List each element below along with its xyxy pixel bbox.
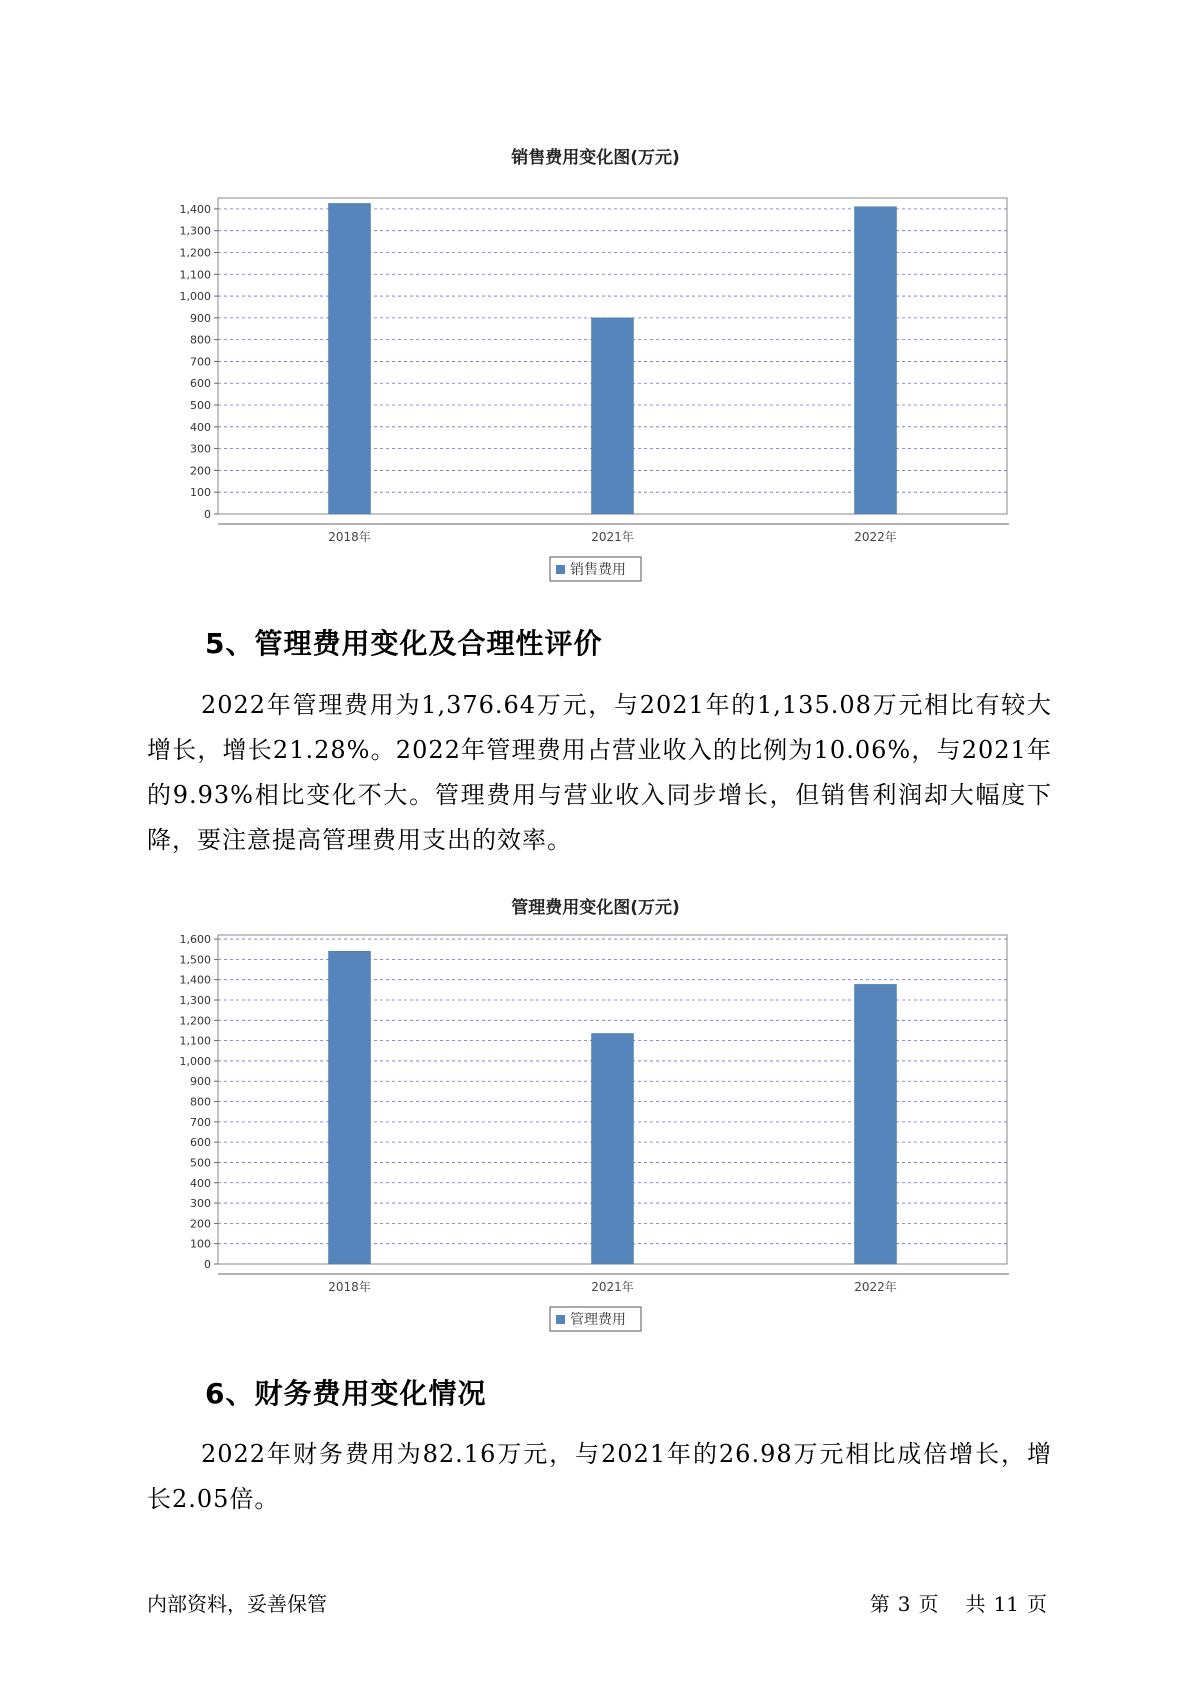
y-tick-label: 500 <box>190 399 211 413</box>
bar <box>592 318 634 514</box>
footer-confidential-note: 内部资料，妥善保管 <box>147 1592 327 1616</box>
y-tick-label: 600 <box>190 377 211 391</box>
y-tick-label: 1,100 <box>179 1034 211 1048</box>
footer-page-number <box>866 1588 1051 1617</box>
bar <box>329 203 371 514</box>
y-tick-label: 400 <box>190 420 211 434</box>
y-tick-label: 1,300 <box>179 224 211 238</box>
section6-paragraph: 2022年财务费用为82.16万元，与2021年的26.98万元相比成倍增长，增长2.05倍。 <box>147 1440 1052 1513</box>
x-tick-label: 2021年 <box>591 1280 634 1294</box>
page-total: 11 <box>993 1592 1019 1616</box>
y-tick-label: 100 <box>190 486 211 500</box>
y-tick-label: 200 <box>190 1217 211 1231</box>
x-tick-label: 2018年 <box>328 530 371 544</box>
page-current: 3 <box>897 1592 911 1616</box>
page-mid: 页 <box>918 1592 939 1616</box>
y-tick-label: 100 <box>190 1237 211 1251</box>
x-tick-label: 2018年 <box>328 1280 371 1294</box>
x-tick-label: 2022年 <box>854 1280 897 1294</box>
y-tick-label: 1,200 <box>179 246 211 260</box>
y-tick-label: 1,400 <box>179 973 211 987</box>
y-tick-label: 1,500 <box>179 953 211 967</box>
section6-heading: 6、财务费用变化情况 <box>205 1377 487 1410</box>
section5-paragraph: 2022年管理费用为1,376.64万元，与2021年的1,135.08万元相比有较大增长，增长21.28%。2022年管理费用占营业收入的比例为10.06%，与2021年的9.93%相比变化不大。管理费用与营业收入同步增长，但销售利润却大幅度下降，要注意提高管理费用支出的效率。 <box>147 691 1052 854</box>
section5-heading: 5、管理费用变化及合理性评价 <box>205 627 603 660</box>
y-tick-label: 500 <box>190 1156 211 1170</box>
legend-swatch <box>556 1315 565 1324</box>
y-tick-label: 800 <box>190 1095 211 1109</box>
y-tick-label: 1,200 <box>179 1014 211 1028</box>
y-tick-label: 200 <box>190 464 211 478</box>
x-tick-label: 2022年 <box>854 530 897 544</box>
y-tick-label: 400 <box>190 1176 211 1190</box>
chart-title-admin: 管理费用变化图(万元) <box>511 898 680 918</box>
y-tick-label: 900 <box>190 1075 211 1089</box>
admin-expense-chart <box>0 890 1191 1360</box>
y-tick-label: 900 <box>190 311 211 325</box>
y-tick-label: 300 <box>190 1197 211 1211</box>
page-total-prefix: 共 <box>965 1592 986 1616</box>
y-tick-label: 800 <box>190 333 211 347</box>
chart-title-sales: 销售费用变化图(万元) <box>511 148 680 168</box>
page-suffix: 页 <box>1027 1592 1047 1616</box>
legend-swatch <box>556 565 565 574</box>
y-tick-label: 1,000 <box>179 1054 211 1068</box>
legend-label: 管理费用 <box>570 1312 626 1328</box>
bar <box>855 984 897 1264</box>
y-tick-label: 1,400 <box>179 202 211 216</box>
legend-label: 销售费用 <box>570 562 626 578</box>
page-prefix: 第 <box>869 1592 890 1616</box>
y-tick-label: 700 <box>190 355 211 369</box>
y-tick-label: 1,600 <box>179 933 211 947</box>
bar <box>329 951 371 1264</box>
bar <box>592 1033 634 1264</box>
bar <box>855 207 897 514</box>
y-tick-label: 700 <box>190 1115 211 1129</box>
y-tick-label: 0 <box>204 1258 211 1271</box>
y-tick-label: 600 <box>190 1136 211 1150</box>
y-tick-label: 0 <box>204 508 211 521</box>
x-tick-label: 2021年 <box>591 530 634 544</box>
y-tick-label: 300 <box>190 442 211 456</box>
y-tick-label: 1,100 <box>179 268 211 282</box>
y-tick-label: 1,000 <box>179 290 211 304</box>
y-tick-label: 1,300 <box>179 993 211 1007</box>
sales-expense-chart <box>0 140 1191 610</box>
